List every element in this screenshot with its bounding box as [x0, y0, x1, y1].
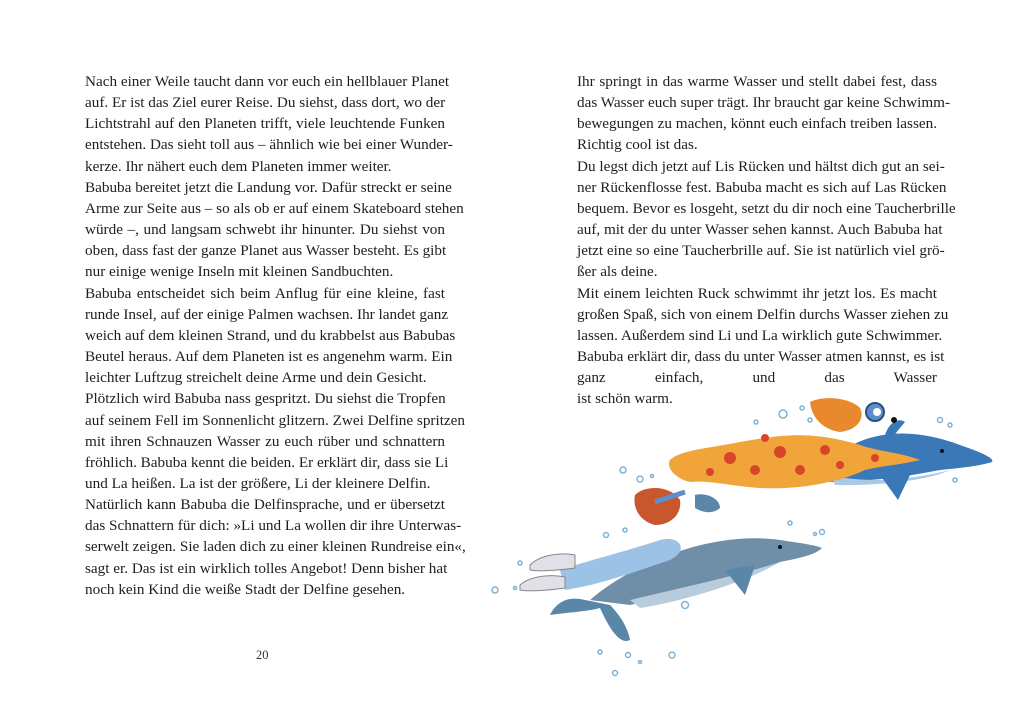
text-line: würde –, und langsam schwebt ihr hinunter. Du siehst von — [85, 221, 445, 239]
text-line: das Schnattern für dich: »Li und La wollen dir ihre Unterwas- — [85, 517, 462, 535]
paragraph — [577, 71, 950, 156]
text-line: Babuba erklärt dir, dass du unter Wasser atmen kannst, es ist — [577, 348, 945, 366]
text-line: Arme zur Seite aus – so als ob er auf einem Skateboard stehen — [85, 199, 464, 217]
text-line: Nach einer Weile taucht dann vor euch ein hellblauer Planet — [85, 73, 450, 90]
text-line: noch kein Kind die weiße Stadt der Delfine gesehen. — [85, 580, 406, 598]
text-line: nur einige wenige Inseln mit kleinen Sandbuchten. — [85, 263, 394, 281]
text-line: Du legst dich jetzt auf Lis Rücken und hältst dich gut an sei- — [577, 157, 945, 175]
text-line: bequem. Bevor es losgeht, setzt du dir noch eine Taucherbrille — [577, 199, 956, 217]
text-line: Richtig cool ist das. — [577, 136, 698, 154]
text-line: auf seinem Fell im Sonnenlicht glitzern. Zwei Delfine spritzen — [85, 411, 466, 429]
text-line: ner Rückenflosse fest. Babuba macht es sich auf Las Rücken — [577, 178, 947, 196]
text-line: Babuba entscheidet sich beim Anflug für eine kleine, fast — [85, 284, 445, 302]
text-line: auf. Er ist das Ziel eurer Reise. Du siehst, dass dort, wo der — [85, 94, 446, 112]
text-line: entstehen. Das sieht toll aus – ähnlich wie bei einer Wunder- — [85, 136, 453, 154]
text-line: ist schön warm. — [577, 390, 673, 408]
paragraph — [85, 177, 464, 283]
text-line: Ihr springt in das warme Wasser und stellt dabei fest, dass — [577, 73, 937, 90]
text-line: serwelt zeigen. Sie laden dich zu einer kleinen Rundreise ein«, — [85, 538, 466, 556]
text-line: lassen. Außerdem sind Li und La wirklich gute Schwimmer. — [577, 326, 943, 344]
right-page-text — [577, 71, 956, 410]
text-line: Plötzlich wird Babuba nass gespritzt. Du siehst die Tropfen — [85, 390, 446, 408]
text-line: sagt er. Das ist ein wirklich tolles Angebot! Denn bisher hat — [85, 559, 448, 577]
text-line: ßer als deine. — [577, 263, 658, 281]
text-line: jetzt eine so eine Taucherbrille auf. Sie ist natürlich viel grö- — [577, 242, 945, 260]
paragraph — [85, 71, 453, 177]
text-line: Lichtstrahl auf den Planeten trifft, viele leuchtende Funken — [85, 115, 445, 133]
text-line: kerze. Ihr nähert euch dem Planeten immer weiter. — [85, 157, 392, 175]
paragraph — [85, 388, 466, 494]
text-line: fröhlich. Babuba kennt die beiden. Er erklärt dir, dass sie Li — [85, 453, 449, 471]
text-line: weich auf dem kleinen Strand, und du krabbelst aus Babubas — [85, 326, 456, 344]
left-page-text — [85, 71, 466, 600]
text-line: Beutel heraus. Auf dem Planeten ist es angenehm warm. Ein — [85, 348, 453, 366]
paragraph — [577, 156, 956, 283]
text-line: Babuba bereitet jetzt die Landung vor. Dafür streckt er seine — [85, 178, 452, 196]
dolphins-illustration — [480, 390, 1010, 690]
dolphin-li — [550, 538, 822, 641]
text-line: mit ihren Schnauzen Wasser zu euch rüber und schnattern — [85, 432, 445, 450]
text-line: und La heißen. La ist der größere, Li der kleinere Delfin. — [85, 474, 431, 492]
paragraph — [85, 283, 456, 389]
text-line: ganz einfach, und das Wasser — [577, 369, 937, 387]
text-line: auf, mit der du unter Wasser sehen kannst. Auch Babuba hat — [577, 221, 943, 239]
text-line: bewegungen zu machen, könnt euch einfach treiben lassen. — [577, 115, 937, 133]
paragraph — [85, 494, 466, 600]
text-line: leichter Luftzug streichelt deine Arme und dein Gesicht. — [85, 369, 427, 387]
text-line: das Wasser euch super trägt. Ihr braucht gar keine Schwimm- — [577, 94, 950, 112]
text-line: oben, dass fast der ganze Planet aus Wasser besteht. Es gibt — [85, 242, 447, 260]
text-line: großen Spaß, sich von einem Delfin durchs Wasser ziehen zu — [577, 305, 949, 323]
page-number: 20 — [256, 648, 269, 662]
text-line: Natürlich kann Babuba die Delfinsprache, und er übersetzt — [85, 496, 445, 514]
text-line: runde Insel, auf der einige Palmen wachsen. Ihr landet ganz — [85, 305, 449, 323]
text-line: Mit einem leichten Ruck schwimmt ihr jetzt los. Es macht — [577, 284, 937, 302]
